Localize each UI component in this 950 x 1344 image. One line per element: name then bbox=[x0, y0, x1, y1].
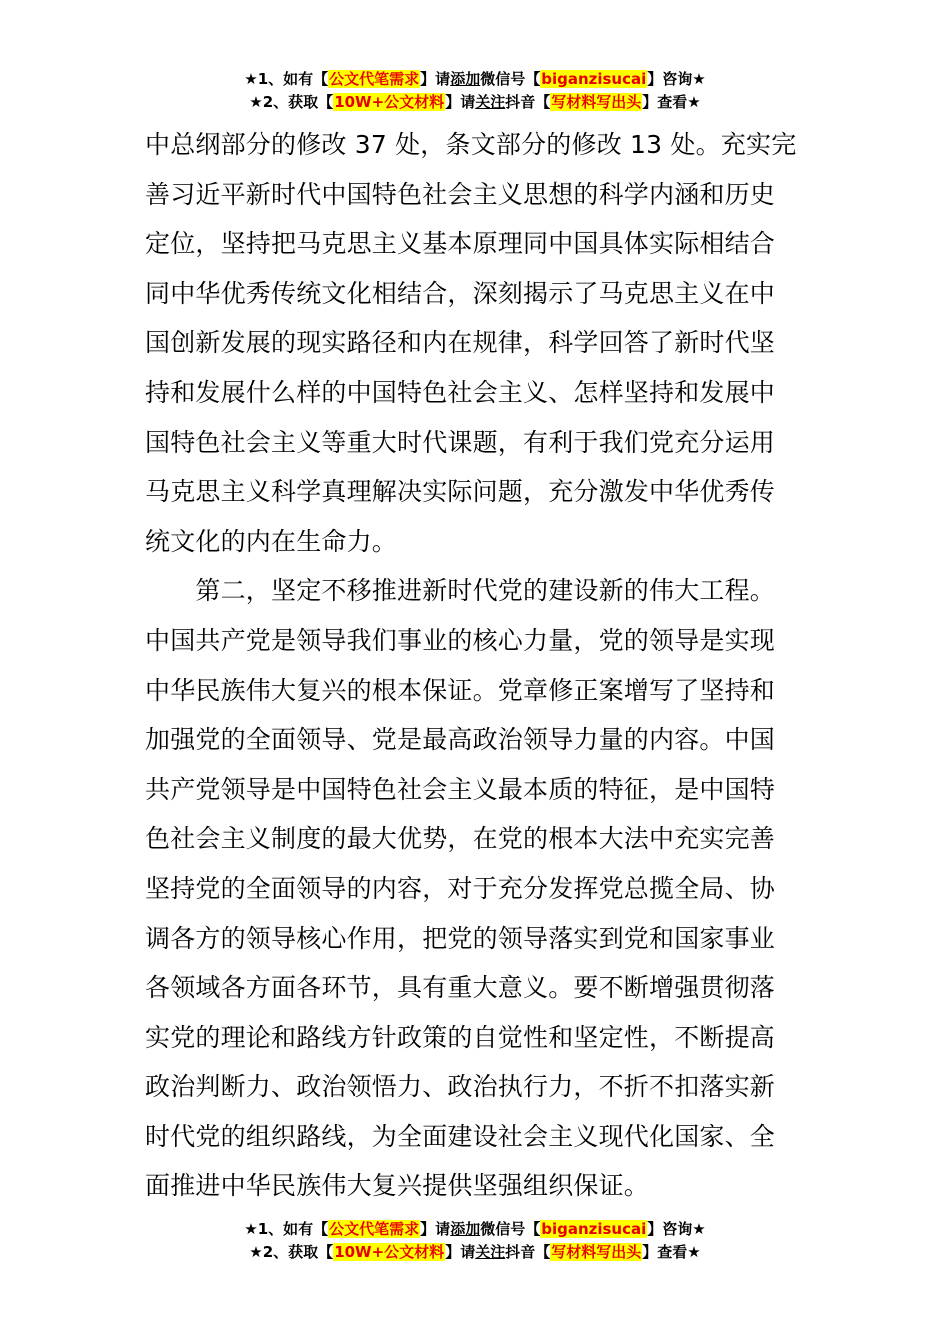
banner-text: ★1、如有【 bbox=[244, 1220, 329, 1238]
banner-text: 】请 bbox=[445, 1243, 476, 1261]
banner-line-1 bbox=[0, 68, 950, 91]
text-line: 中华民族伟大复兴的根本保证。党章修正案增写了坚持和 bbox=[145, 675, 776, 705]
text-line: 马克思主义科学真理解决实际问题，充分激发中华优秀传 bbox=[145, 477, 776, 507]
banner-text: ★2、获取【 bbox=[249, 93, 334, 111]
text-line: 国创新发展的现实路径和内在规律，科学回答了新时代坚 bbox=[145, 328, 776, 358]
banner-text: ★2、获取【 bbox=[249, 1243, 334, 1261]
paragraph-1 bbox=[145, 120, 810, 566]
text-line: 色社会主义制度的最大优势，在党的根本大法中充实完善 bbox=[145, 824, 776, 854]
banner-line-1 bbox=[0, 1218, 950, 1241]
banner-text: 】请 bbox=[420, 70, 451, 88]
highlight-materials: 10W+公文材料 bbox=[334, 1243, 445, 1261]
banner-line-2 bbox=[0, 1241, 950, 1264]
header-banner bbox=[0, 68, 950, 114]
paragraph-2 bbox=[145, 566, 810, 1211]
text-line: 国特色社会主义等重大时代课题，有利于我们党充分运用 bbox=[145, 427, 776, 457]
text-line: 调各方的领导核心作用，把党的领导落实到党和国家事业 bbox=[145, 923, 776, 953]
highlight-service: 公文代笔需求 bbox=[329, 1220, 420, 1238]
text-line: 定位，坚持把马克思主义基本原理同中国具体实际相结合 bbox=[145, 229, 776, 259]
text-line: 同中华优秀传统文化相结合，深刻揭示了马克思主义在中 bbox=[145, 278, 776, 308]
document-body bbox=[145, 120, 810, 1211]
underlined-text: 关注 bbox=[475, 1243, 506, 1261]
banner-text: 】咨询★ bbox=[647, 1220, 706, 1238]
highlight-wechat-id: biganzisucai bbox=[541, 70, 647, 88]
text-line: 中总纲部分的修改 37 处，条文部分的修改 13 处。充实完 bbox=[145, 130, 797, 159]
text-line: 实党的理论和路线方针政策的自觉性和坚定性，不断提高 bbox=[145, 1022, 776, 1052]
banner-text: 微信号【 bbox=[480, 1220, 541, 1238]
text-line: 持和发展什么样的中国特色社会主义、怎样坚持和发展中 bbox=[145, 377, 776, 407]
text-line: 统文化的内在生命力。 bbox=[145, 526, 398, 556]
banner-text: 抖音【 bbox=[505, 1243, 551, 1261]
banner-text: ★1、如有【 bbox=[244, 70, 329, 88]
underlined-text: 添加 bbox=[450, 70, 481, 88]
text-line: 中国共产党是领导我们事业的核心力量，党的领导是实现 bbox=[145, 625, 776, 655]
text-line: 政治判断力、政治领悟力、政治执行力，不折不扣落实新 bbox=[145, 1072, 776, 1102]
banner-text: 抖音【 bbox=[505, 93, 551, 111]
highlight-douyin-account: 写材料写出头 bbox=[551, 93, 642, 111]
text-line: 面推进中华民族伟大复兴提供坚强组织保证。 bbox=[145, 1171, 650, 1201]
text-line: 坚持党的全面领导的内容，对于充分发挥党总揽全局、协 bbox=[145, 873, 776, 903]
text-line: 各领域各方面各环节，具有重大意义。要不断增强贯彻落 bbox=[145, 973, 776, 1003]
text-line: 加强党的全面领导、党是最高政治领导力量的内容。中国 bbox=[145, 725, 776, 755]
banner-text: 】咨询★ bbox=[647, 70, 706, 88]
banner-text: 】查看★ bbox=[642, 93, 701, 111]
highlight-douyin-account: 写材料写出头 bbox=[551, 1243, 642, 1261]
banner-line-2 bbox=[0, 91, 950, 114]
highlight-service: 公文代笔需求 bbox=[329, 70, 420, 88]
text-line: 善习近平新时代中国特色社会主义思想的科学内涵和历史 bbox=[145, 179, 776, 209]
footer-banner bbox=[0, 1218, 950, 1264]
banner-text: 】请 bbox=[420, 1220, 451, 1238]
banner-text: 】请 bbox=[445, 93, 476, 111]
text-line: 第二，坚定不移推进新时代党的建设新的伟大工程。 bbox=[145, 576, 776, 606]
underlined-text: 添加 bbox=[450, 1220, 481, 1238]
text-line: 共产党领导是中国特色社会主义最本质的特征，是中国特 bbox=[145, 774, 776, 804]
text-line: 时代党的组织路线，为全面建设社会主义现代化国家、全 bbox=[145, 1121, 776, 1151]
highlight-materials: 10W+公文材料 bbox=[334, 93, 445, 111]
banner-text: 微信号【 bbox=[480, 70, 541, 88]
highlight-wechat-id: biganzisucai bbox=[541, 1220, 647, 1238]
banner-text: 】查看★ bbox=[642, 1243, 701, 1261]
underlined-text: 关注 bbox=[475, 93, 506, 111]
